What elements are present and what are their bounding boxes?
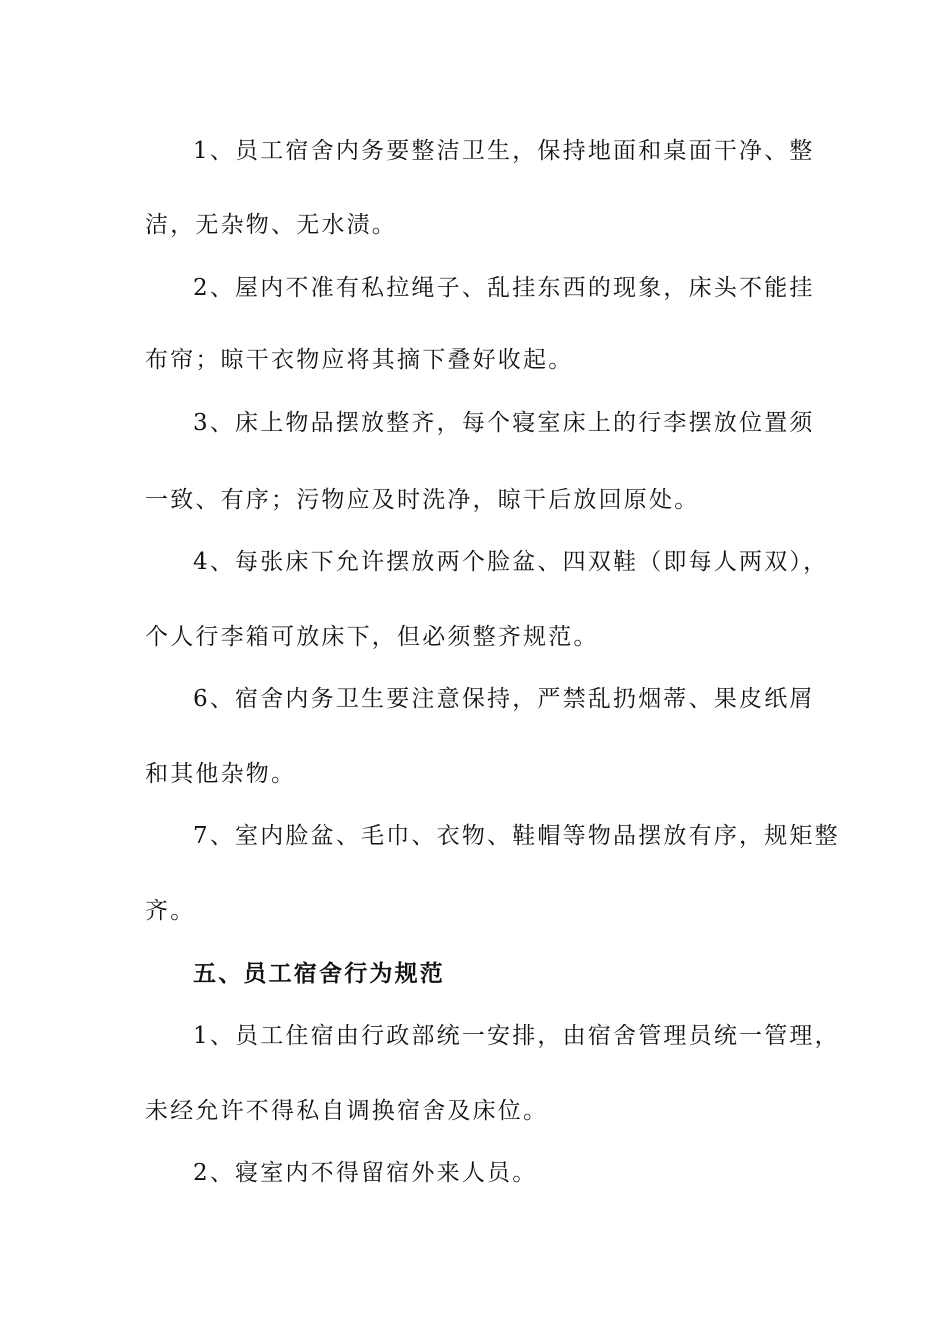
rule-7-line-1: 7、室内脸盆、毛巾、衣物、鞋帽等物品摆放有序，规矩整 (193, 823, 840, 849)
conduct-1-line-1: 1、员工住宿由行政部统一安排，由宿舍管理员统一管理， (193, 1023, 840, 1049)
section-heading: 五、员工宿舍行为规范 (193, 960, 445, 987)
rule-4-line-2: 个人行李箱可放床下，但必须整齐规范。 (145, 624, 599, 650)
conduct-1-line-2: 未经允许不得私自调换宿舍及床位。 (145, 1098, 549, 1124)
rule-1-line-1: 1、员工宿舍内务要整洁卫生，保持地面和桌面干净、整 (193, 138, 815, 164)
rule-3-line-1: 3、床上物品摆放整齐，每个寝室床上的行李摆放位置须 (193, 410, 815, 436)
rule-6-line-2: 和其他杂物。 (145, 761, 297, 787)
rule-2-line-1: 2、屋内不准有私拉绳子、乱挂东西的现象，床头不能挂 (193, 275, 815, 301)
rule-2-line-2: 布帘；晾干衣物应将其摘下叠好收起。 (145, 347, 574, 373)
rule-4-line-1: 4、每张床下允许摆放两个脸盆、四双鞋（即每人两双）， (193, 549, 829, 575)
rule-6-line-1: 6、宿舍内务卫生要注意保持，严禁乱扔烟蒂、果皮纸屑 (193, 686, 815, 712)
conduct-2-line-1: 2、寝室内不得留宿外来人员。 (193, 1160, 538, 1186)
rule-3-line-2: 一致、有序；污物应及时洗净，晾干后放回原处。 (145, 487, 700, 513)
rule-1-line-2: 洁，无杂物、无水渍。 (145, 212, 397, 238)
rule-7-line-2: 齐。 (145, 898, 196, 924)
